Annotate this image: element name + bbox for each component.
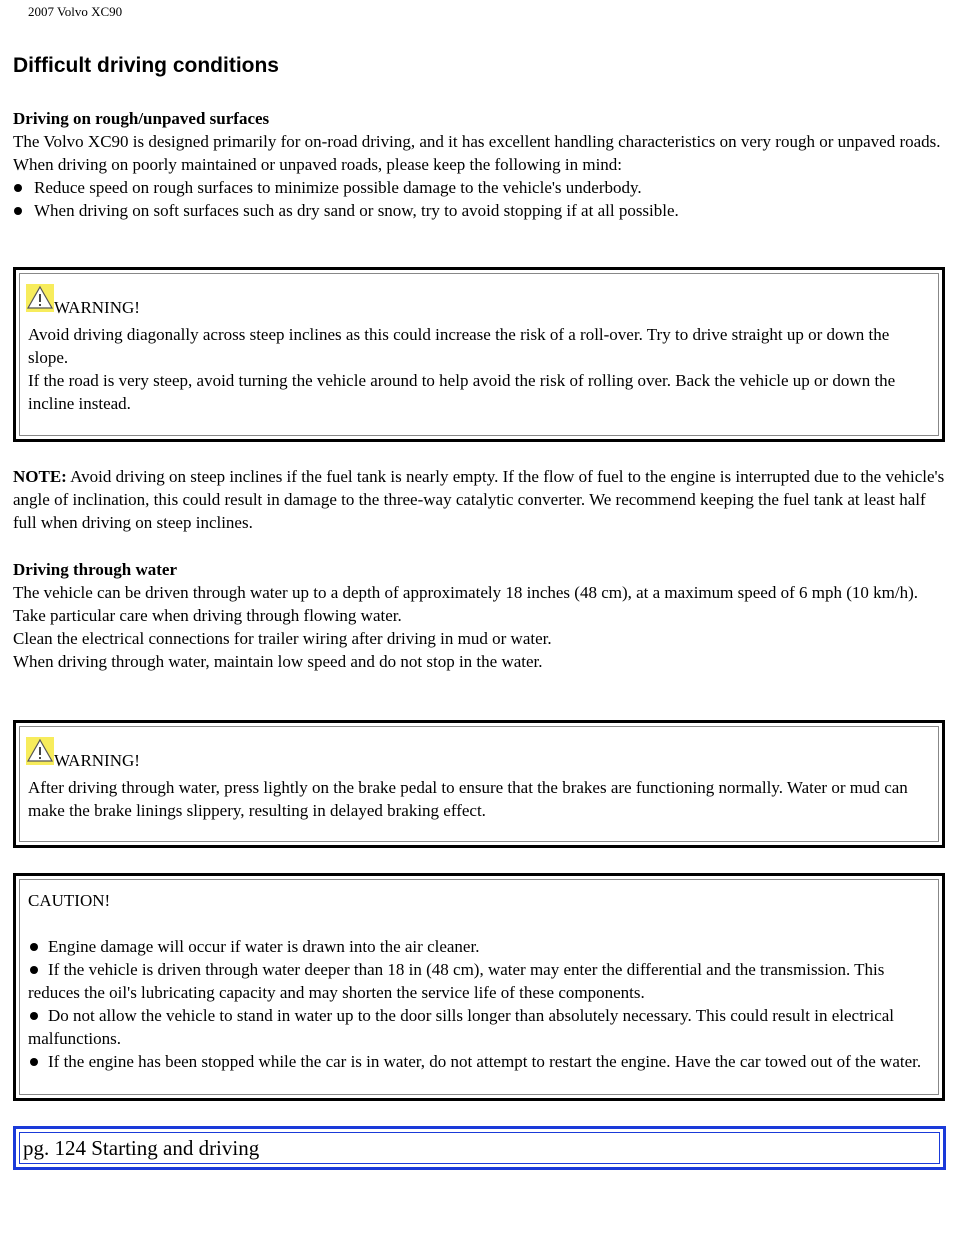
list-item [13,199,948,222]
list-item [28,1004,930,1050]
list-item [28,935,930,958]
list-item-text: Do not allow the vehicle to stand in water up to the door sills longer than absolutely necessary. This could result in electrical malfunctions. [28,1006,895,1048]
water-paragraph-1: The vehicle can be driven through water up to a depth of approximately 18 inches (48 cm), at a maximum speed of 6 mph (10 km/h). [13,583,918,602]
list-item [13,176,948,199]
list-item-text: Engine damage will occur if water is drawn into the air cleaner. [48,937,480,956]
warning-triangle-icon [26,284,54,312]
page-footer [13,1126,946,1170]
warning-label: WARNING! [54,751,140,770]
water-paragraph-4: When driving through water, maintain low speed and do not stop in the water. [13,652,543,671]
list-item [28,1050,930,1073]
document-header-title: 2007 Volvo XC90 [28,4,123,19]
warning-box-rollover [13,267,945,442]
water-section [13,558,948,673]
list-item-text: If the engine has been stopped while the car is in water, do not attempt to restart the engine. Have the car towed out of the water. [48,1052,922,1071]
note-label: NOTE: [13,467,67,486]
water-heading: Driving through water [13,560,178,579]
bullet-icon [30,1058,38,1066]
water-paragraph-3: Clean the electrical connections for trailer wiring after driving in mud or water. [13,629,552,648]
warning-header [28,284,930,318]
bullet-icon [14,207,22,215]
list-item-text: Reduce speed on rough surfaces to minimize possible damage to the vehicle's underbody. [34,178,642,197]
note-paragraph [13,465,948,534]
rough-surfaces-heading: Driving on rough/unpaved surfaces [13,109,270,128]
warning-box-brakes [13,720,945,848]
warning-paragraph-1: Avoid driving diagonally across steep inclines as this could increase the risk of a roll-over. Try to drive straight up or down the slope. [28,325,890,367]
bullet-icon [14,184,22,192]
bullet-icon [30,966,38,974]
caution-label: CAUTION! [28,891,111,910]
warning-header [28,737,930,771]
warning-triangle-icon [26,737,54,765]
page-footer-label: pg. 124 Starting and driving [19,1132,940,1164]
rough-surfaces-paragraph-1: The Volvo XC90 is designed primarily for on-road driving, and it has excellent handling characteristics on very rough or unpaved roads. [13,132,941,151]
rough-surfaces-section [13,107,948,222]
list-item [28,958,930,1004]
bullet-icon [30,1012,38,1020]
warning-paragraph-2: If the road is very steep, avoid turning the vehicle around to help avoid the risk of rolling over. Back the vehicle up or down the incline instead. [28,371,896,413]
list-item-text: If the vehicle is driven through water deeper than 18 in (48 cm), water may enter the differential and the transmission. This reduces the oil's lubricating capacity and may shorten the service life of these components. [28,960,885,1002]
page-title: Difficult driving conditions [13,54,279,77]
list-item-text: When driving on soft surfaces such as dry sand or snow, try to avoid stopping if at all possible. [34,201,679,220]
note-text: Avoid driving on steep inclines if the fuel tank is nearly empty. If the flow of fuel to the engine is interrupted due to the vehicle's angle of inclination, this could result in damage to the three-way catalytic converter. We recommend keeping the fuel tank at least half full when driving on steep inclines. [13,467,945,532]
warning-label: WARNING! [54,298,140,317]
bullet-icon [30,943,38,951]
water-paragraph-2: Take particular care when driving through flowing water. [13,606,402,625]
caution-box [13,873,945,1101]
warning-paragraph-1: After driving through water, press lightly on the brake pedal to ensure that the brakes are functioning normally. Water or mud can make the brake linings slippery, resulting in delayed braking effect. [28,778,908,820]
rough-surfaces-paragraph-2: When driving on poorly maintained or unpaved roads, please keep the following in mind: [13,155,623,174]
